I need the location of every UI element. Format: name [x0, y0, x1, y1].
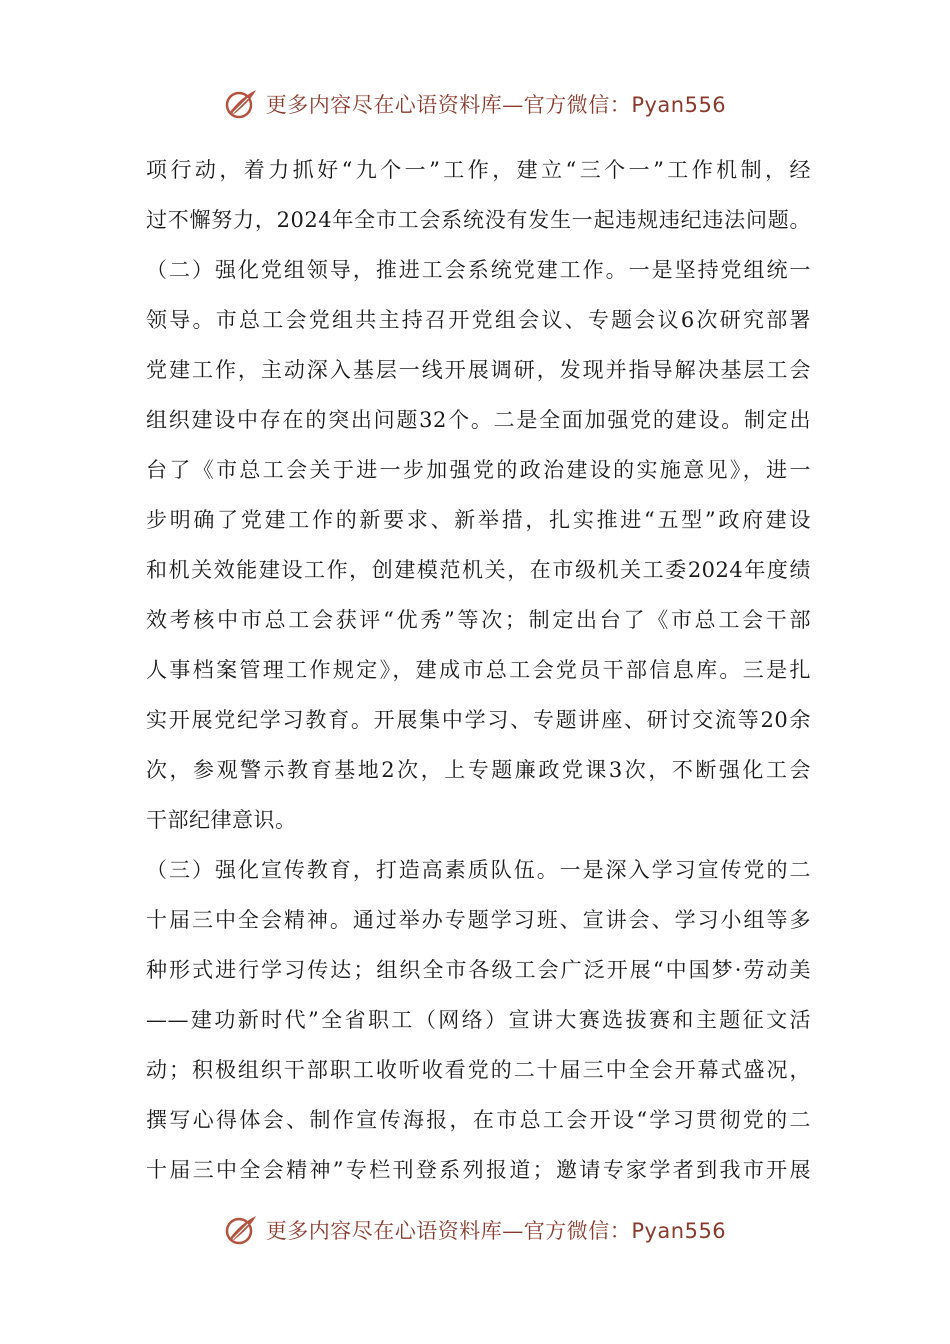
quill-logo-icon [224, 1212, 260, 1248]
body-line: 十届三中全会精神”专栏刊登系列报道；邀请专家学者到我市开展 [146, 1158, 811, 1182]
body-line: 动；积极组织干部职工收听收看党的二十届三中全会开幕式盛况， [146, 1058, 811, 1082]
body-line: （三）强化宣传教育，打造高素质队伍。一是深入学习宣传党的二 [146, 858, 811, 882]
header-banner-text [266, 89, 726, 119]
body-line: 种形式进行学习传达；组织全市各级工会广泛开展“中国梦·劳动美 [146, 958, 811, 982]
header-banner-wechat: Pyan556 [631, 93, 727, 117]
body-line: 过不懈努力，2024年全市工会系统没有发生一起违规违纪违法问题。 [146, 208, 811, 232]
document-body [146, 145, 811, 1195]
body-line: 次，参观警示教育基地2次，上专题廉政党课3次，不断强化工会 [146, 758, 811, 782]
footer-banner-text [266, 1215, 726, 1245]
body-line: 组织建设中存在的突出问题32个。二是全面加强党的建设。制定出 [146, 408, 811, 432]
body-line: ——建功新时代”全省职工（网络）宣讲大赛选拔赛和主题征文活 [146, 1008, 811, 1032]
quill-logo-icon [224, 86, 260, 122]
body-line: 干部纪律意识。 [146, 808, 297, 832]
body-line: 党建工作，主动深入基层一线开展调研，发现并指导解决基层工会 [146, 358, 811, 382]
body-line: 和机关效能建设工作，创建模范机关，在市级机关工委2024年度绩 [146, 558, 811, 582]
body-line: 十届三中全会精神。通过举办专题学习班、宣讲会、学习小组等多 [146, 908, 811, 932]
body-line: 台了《市总工会关于进一步加强党的政治建设的实施意见》，进一 [146, 458, 811, 482]
footer-banner-main: 更多内容尽在心语资料库—官方微信： [265, 1219, 632, 1243]
body-line: 领导。市总工会党组共主持召开党组会议、专题会议6次研究部署 [146, 308, 811, 332]
body-line: 撰写心得体会、制作宣传海报，在市总工会开设“学习贯彻党的二 [146, 1108, 811, 1132]
body-line: （二）强化党组领导，推进工会系统党建工作。一是坚持党组统一 [146, 258, 811, 282]
body-line: 实开展党纪学习教育。开展集中学习、专题讲座、研讨交流等20余 [146, 708, 811, 732]
footer-banner [0, 1210, 950, 1250]
header-banner [0, 84, 950, 124]
footer-banner-wechat: Pyan556 [631, 1219, 727, 1243]
body-line: 项行动，着力抓好“九个一”工作，建立“三个一”工作机制，经 [146, 158, 811, 182]
body-line: 步明确了党建工作的新要求、新举措，扎实推进“五型”政府建设 [146, 508, 811, 532]
header-banner-main: 更多内容尽在心语资料库—官方微信： [265, 93, 632, 117]
body-line: 效考核中市总工会获评“优秀”等次；制定出台了《市总工会干部 [146, 608, 811, 632]
body-line: 人事档案管理工作规定》，建成市总工会党员干部信息库。三是扎 [146, 658, 811, 682]
